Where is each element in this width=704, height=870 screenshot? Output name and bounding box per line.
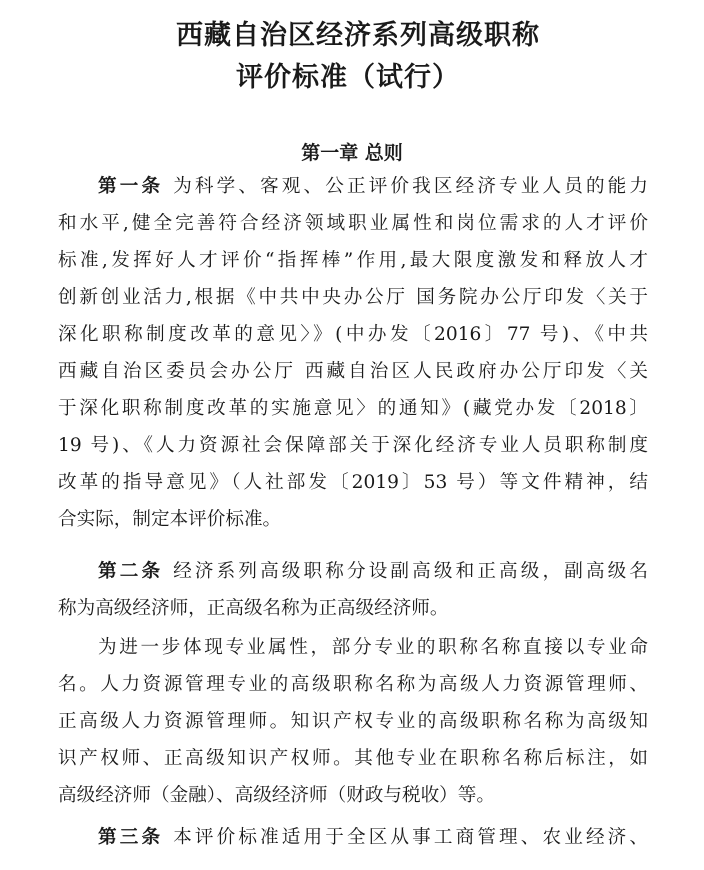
paragraph-3-line: 为进一步体现专业属性，部分专业的职称名称直接以专业命 bbox=[98, 637, 648, 658]
article-1-line: 深化职称制度改革的意见〉》(中办发〔2016〕77 号)、《中共 bbox=[58, 324, 648, 345]
document-title-line-1: 西藏自治区经济系列高级职称 bbox=[176, 20, 540, 51]
article-3-line bbox=[98, 824, 648, 852]
paragraph-3-line: 高级经济师（金融）、高级经济师（财政与税收）等。 bbox=[58, 785, 495, 806]
article-1-line: 19 号)、《人力资源社会保障部关于深化经济专业人员职称制度 bbox=[58, 435, 648, 456]
article-1-line: 创新创业活力,根据《中共中央办公厅 国务院办公厅印发〈关于 bbox=[58, 287, 648, 308]
article-2-line: 称为高级经济师，正高级名称为正高级经济师。 bbox=[58, 598, 449, 619]
article-1-line: 西藏自治区委员会办公厅 西藏自治区人民政府办公厅印发〈关 bbox=[58, 361, 648, 382]
paragraph-3-line: 名。人力资源管理专业的高级职称名称为高级人力资源管理师、 bbox=[58, 674, 648, 695]
article-1-line: 和水平,健全完善符合经济领域职业属性和岗位需求的人才评价 bbox=[58, 213, 648, 234]
article-2-line bbox=[98, 558, 648, 586]
article-1-text: 为科学、客观、公正评价我区经济专业人员的能力 bbox=[173, 176, 648, 197]
article-2-label: 第二条 bbox=[98, 561, 164, 582]
article-1-line bbox=[98, 173, 648, 201]
document-title-line-2: 评价标准（试行） bbox=[236, 62, 460, 93]
article-1-line: 于深化职称制度改革的实施意见〉的通知》(藏党办发〔2018〕 bbox=[58, 398, 648, 419]
paragraph-3-line: 识产权师、正高级知识产权师。其他专业在职称名称后标注，如 bbox=[58, 748, 648, 769]
article-1-line: 改革的指导意见》（人社部发〔2019〕53 号）等文件精神，结 bbox=[58, 472, 648, 493]
article-1-label: 第一条 bbox=[98, 176, 164, 197]
article-1-line: 合实际，制定本评价标准。 bbox=[58, 509, 282, 530]
paragraph-3-line: 正高级人力资源管理师。知识产权专业的高级职称名称为高级知 bbox=[58, 711, 648, 732]
article-2-text: 经济系列高级职称分设副高级和正高级，副高级名 bbox=[173, 561, 648, 582]
article-3-text: 本评价标准适用于全区从事工商管理、农业经济、 bbox=[173, 827, 648, 848]
article-1-line: 标准,发挥好人才评价“指挥棒”作用,最大限度激发和释放人才 bbox=[58, 250, 648, 271]
chapter-heading: 第一章 总则 bbox=[301, 142, 403, 164]
article-3-label: 第三条 bbox=[98, 827, 164, 848]
